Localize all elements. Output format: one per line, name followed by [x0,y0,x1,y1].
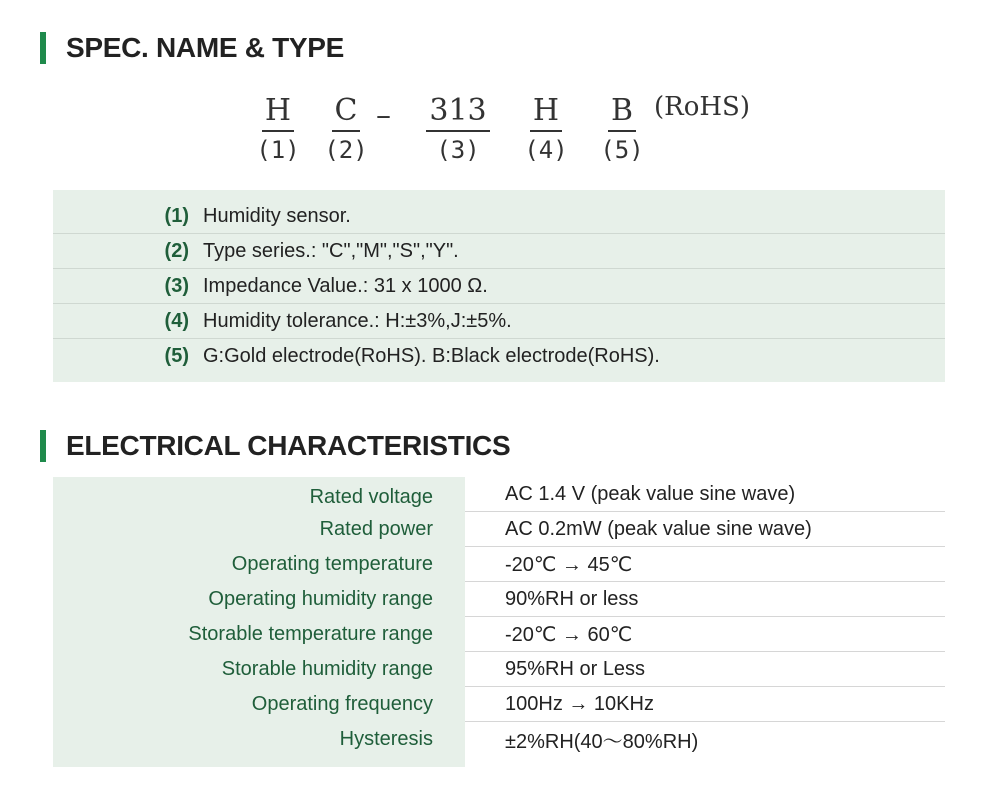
spec-legend-table [53,190,945,382]
code-rohs-suffix: (RoHS) [654,92,751,122]
code-part-number: (2) [324,136,368,164]
spec-section-title: SPEC. NAME & TYPE [66,32,345,63]
spec-legend-text: Humidity tolerance.: H:±3%,J:±5%. [203,309,512,332]
table-row [53,582,945,617]
table-row [53,477,945,512]
spec-legend-text: Impedance Value.: 31 x 1000 Ω. [203,274,488,297]
heading-accent-bar [40,32,46,64]
code-part-letter: H [262,92,294,132]
characteristic-value: AC 1.4 V (peak value sine wave) [465,477,945,512]
spec-legend-text: Humidity sensor. [203,204,351,227]
spec-legend-row [53,234,945,269]
code-part-number: (3) [436,136,480,164]
characteristic-label: Operating temperature [53,547,465,582]
code-part-letter: B [608,92,636,132]
spec-legend-text: Type series.: "C","M","S","Y". [203,239,459,262]
electrical-characteristics-table [53,477,945,767]
code-dash: – [376,98,391,133]
table-label-column-tail [53,757,465,767]
spec-legend-number: (2) [164,239,189,262]
spec-legend-row [53,199,945,234]
code-part-number: (5) [600,136,644,164]
characteristic-value: 95%RH or Less [465,652,945,687]
electrical-section-title: ELECTRICAL CHARACTERISTICS [66,430,511,461]
code-part-letter: 313 [426,92,489,132]
spec-legend-number: (5) [164,345,189,367]
code-part-4 [524,92,568,166]
characteristic-label: Storable temperature range [53,617,465,652]
code-part-3 [420,92,496,166]
characteristic-value: 90%RH or less [465,582,945,617]
characteristic-label: Rated voltage [53,477,465,512]
spec-legend-row [53,339,945,374]
characteristic-label: Operating humidity range [53,582,465,617]
characteristic-value: ±2%RH(40～80%RH) [505,731,699,753]
code-part-letter: C [332,92,361,132]
code-part-1 [256,92,300,166]
characteristic-label: Rated power [53,512,465,547]
spec-legend-number: (4) [164,309,189,332]
characteristic-value: -20℃ → 60℃ [465,617,945,652]
characteristic-label: Operating frequency [53,687,465,722]
table-row [53,722,945,757]
spec-legend-row [53,269,945,304]
code-part-number: (1) [256,136,300,164]
table-row [53,512,945,547]
table-row [53,687,945,722]
spec-legend-number: (1) [164,204,189,227]
table-row [53,617,945,652]
table-row [53,547,945,582]
heading-accent-bar [40,430,46,462]
characteristic-value: AC 0.2mW (peak value sine wave) [465,512,945,547]
table-row [53,652,945,687]
spec-legend-text: G:Gold electrode(RoHS). B:Black electrode(RoHS). [203,345,660,367]
spec-section-heading [40,32,344,64]
part-number-diagram [0,92,998,172]
electrical-section-heading [40,430,510,462]
code-part-letter: H [530,92,562,132]
code-part-2 [324,92,368,166]
characteristic-label: Hysteresis [53,722,465,757]
code-part-5 [600,92,644,166]
characteristic-value: -20℃ → 45℃ [465,547,945,582]
characteristic-label: Storable humidity range [53,652,465,687]
characteristic-value: 100Hz → 10KHz [465,687,945,722]
code-part-number: (4) [524,136,568,164]
spec-legend-number: (3) [164,274,189,297]
spec-legend-row [53,304,945,339]
